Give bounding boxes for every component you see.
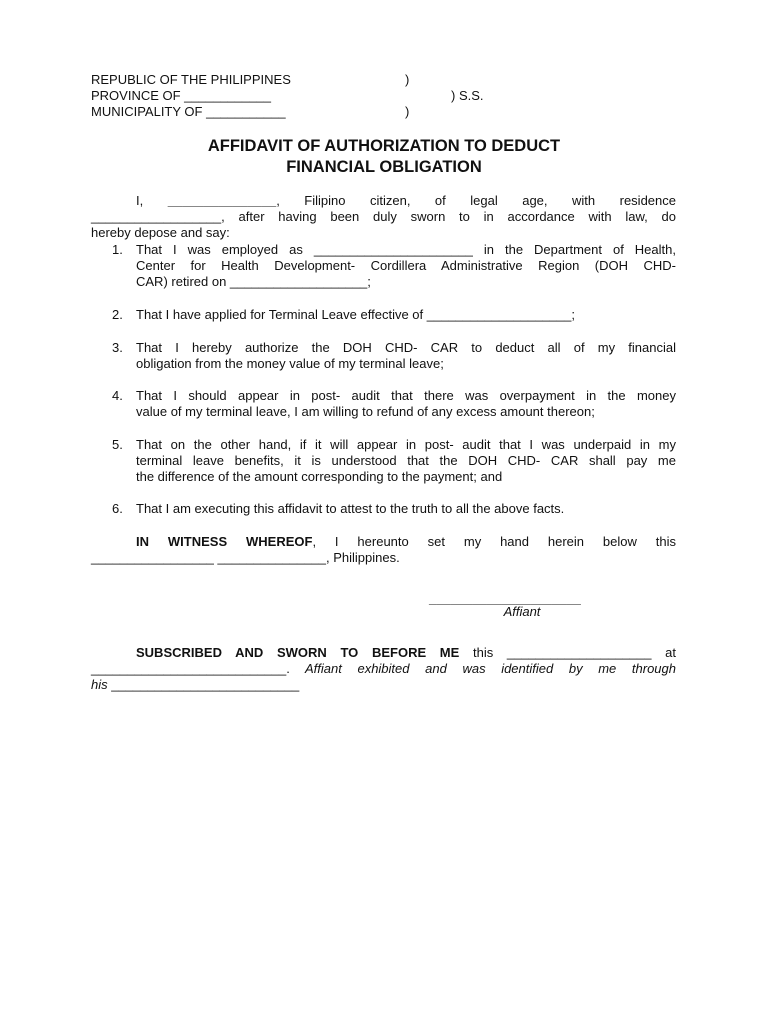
item-3-number: 3. bbox=[112, 340, 123, 355]
witness-bold: IN WITNESS WHEREOF bbox=[136, 534, 313, 549]
item-1-line-2: Center for Health Development- Cordillera Administrative Region (DOH CHD- bbox=[136, 258, 676, 273]
item-5-line-3: the difference of the amount corresponding to the payment; and bbox=[136, 469, 503, 484]
intro-line-1-rest: , Filipino citizen, of legal age, with residence bbox=[276, 193, 676, 208]
jurat-id-blank: __________________________ bbox=[107, 677, 300, 692]
title-line-1: AFFIDAVIT OF AUTHORIZATION TO DEDUCT bbox=[207, 137, 561, 155]
intro-name-blank: _______________ bbox=[167, 193, 277, 208]
intro-line-3: hereby depose and say: bbox=[91, 225, 230, 240]
witness-line-1 bbox=[136, 534, 676, 550]
header-municipality-paren: ) bbox=[405, 104, 410, 119]
item-1-line-1: That I was employed as ______________________ in the Department of Health, bbox=[136, 242, 676, 257]
witness-rest: , I hereunto set my hand herein below this bbox=[312, 534, 676, 549]
intro-line-2: __________________, after having been duly sworn to in accordance with law, do bbox=[91, 209, 676, 224]
header-municipality: MUNICIPALITY OF ___________ bbox=[91, 104, 286, 119]
jurat-line-1 bbox=[136, 645, 676, 661]
header-ss: ) S.S. bbox=[451, 88, 484, 103]
jurat-rest: this ____________________ at bbox=[459, 645, 676, 660]
item-4-line-1: That I should appear in post- audit that there was overpayment in the money bbox=[136, 388, 676, 403]
intro-i: I, bbox=[136, 193, 144, 208]
affiant-label: Affiant bbox=[503, 604, 541, 619]
jurat-line-3 bbox=[91, 677, 299, 693]
item-5-number: 5. bbox=[112, 437, 123, 452]
header-republic: REPUBLIC OF THE PHILIPPINES bbox=[91, 72, 291, 87]
item-6-number: 6. bbox=[112, 501, 123, 516]
jurat-line-2-italic: Affiant exhibited and was identified by me through bbox=[289, 661, 676, 676]
item-3-line-2: obligation from the money value of my terminal leave; bbox=[136, 356, 444, 371]
item-6-line-1: That I am executing this affidavit to attest to the truth to all the above facts. bbox=[136, 501, 565, 516]
affiant-signature-line: _____________________ bbox=[429, 591, 581, 606]
item-3-line-1: That I hereby authorize the DOH CHD- CAR to deduct all of my financial bbox=[136, 340, 676, 355]
header-province: PROVINCE OF ____________ bbox=[91, 88, 271, 103]
item-5-line-1: That on the other hand, if it will appear in post- audit that I was underpaid in my bbox=[136, 437, 676, 452]
item-4-number: 4. bbox=[112, 388, 123, 403]
intro-line-1 bbox=[136, 193, 676, 209]
jurat-line-2 bbox=[91, 661, 676, 677]
title-line-2: FINANCIAL OBLIGATION bbox=[286, 158, 482, 176]
witness-line-2: _________________ _______________, Philippines. bbox=[91, 550, 400, 565]
item-5-line-2: terminal leave benefits, it is understood that the DOH CHD- CAR shall pay me bbox=[136, 453, 676, 468]
item-1-line-3: CAR) retired on ___________________; bbox=[136, 274, 371, 289]
item-4-line-2: value of my terminal leave, I am willing to refund of any excess amount thereon; bbox=[136, 404, 595, 419]
header-republic-paren: ) bbox=[405, 72, 410, 87]
item-2-number: 2. bbox=[112, 307, 123, 322]
jurat-place-blank: ___________________________. bbox=[91, 661, 290, 676]
item-1-number: 1. bbox=[112, 242, 123, 257]
item-2-line-1: That I have applied for Terminal Leave effective of ____________________; bbox=[136, 307, 575, 322]
jurat-bold: SUBSCRIBED AND SWORN TO BEFORE ME bbox=[136, 645, 460, 660]
jurat-line-3-italic: his bbox=[91, 677, 108, 692]
